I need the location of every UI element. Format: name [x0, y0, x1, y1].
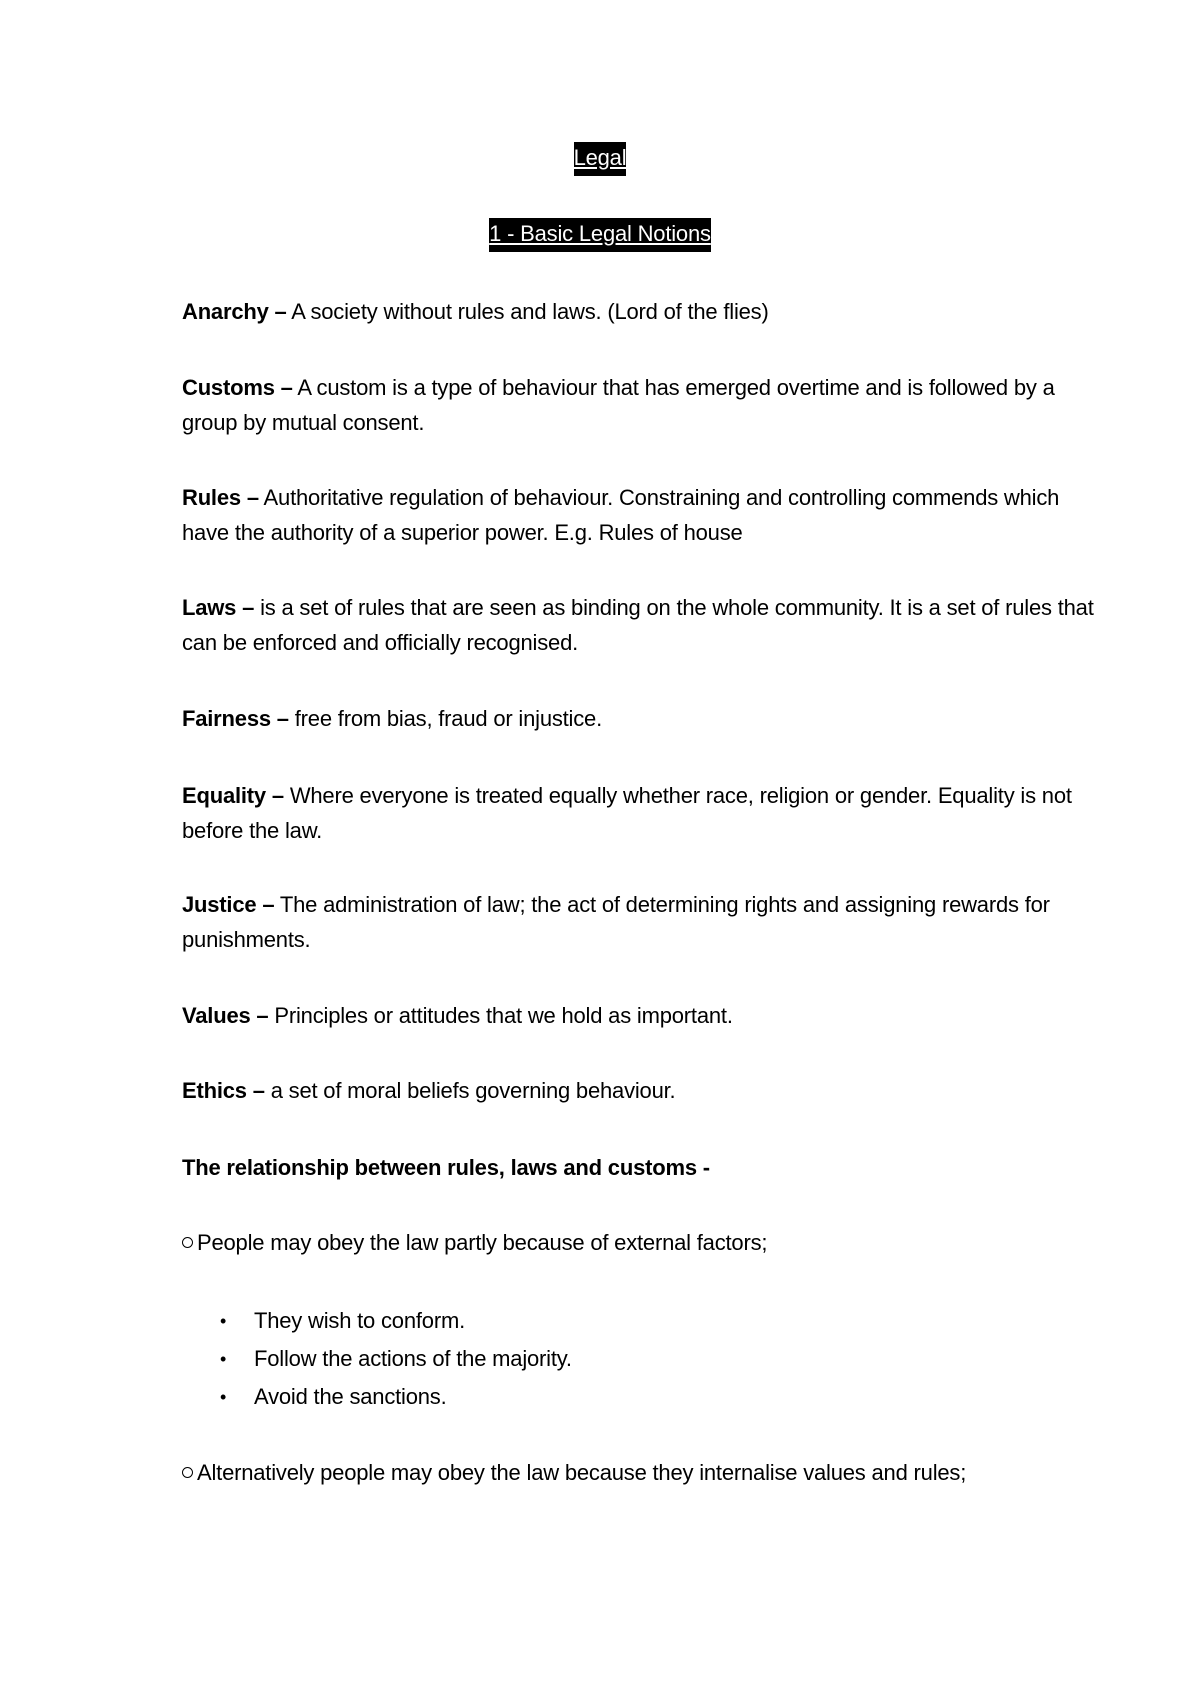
definition-text: Principles or attitudes that we hold as important.	[268, 1003, 733, 1028]
definition-term: Fairness –	[182, 706, 289, 731]
list-item-text: Follow the actions of the majority.	[254, 1346, 572, 1371]
list-item-text: They wish to conform.	[254, 1308, 465, 1333]
document-title: Legal	[574, 142, 627, 176]
internal-values-item	[182, 1455, 1102, 1490]
definition-term: Laws –	[182, 595, 255, 620]
definition-laws	[182, 590, 1102, 660]
definition-ethics	[182, 1073, 1102, 1108]
definition-text: a set of moral beliefs governing behaviour.	[264, 1078, 676, 1103]
bullet-icon: •	[220, 1311, 227, 1331]
definition-term: Equality –	[182, 783, 284, 808]
list-item	[218, 1340, 572, 1378]
definition-text: A society without rules and laws. (Lord of the flies)	[286, 299, 769, 324]
definition-text: Where everyone is treated equally whether race, religion or gender. Equality is not before the law.	[182, 783, 1072, 843]
external-factors-list	[218, 1302, 572, 1416]
document-subtitle: 1 - Basic Legal Notions	[489, 218, 711, 252]
definition-values	[182, 998, 1102, 1033]
definition-text: The administration of law; the act of determining rights and assigning rewards for punishments.	[182, 892, 1050, 952]
list-item-text: Avoid the sanctions.	[254, 1384, 447, 1409]
section-heading: The relationship between rules, laws and customs -	[182, 1155, 710, 1180]
definition-customs	[182, 370, 1102, 440]
list-item	[218, 1302, 572, 1340]
definition-equality	[182, 778, 1102, 848]
definition-text: is a set of rules that are seen as binding on the whole community. It is a set of rules that can be enforced and officially recognised.	[182, 595, 1094, 655]
definition-term: Customs –	[182, 375, 293, 400]
bullet-icon: •	[220, 1349, 227, 1369]
definition-term: Justice –	[182, 892, 275, 917]
definition-text: A custom is a type of behaviour that has emerged overtime and is followed by a group by mutual consent.	[182, 375, 1055, 435]
definition-text: free from bias, fraud or injustice.	[288, 706, 602, 731]
definition-term: Anarchy –	[182, 299, 287, 324]
definition-justice	[182, 887, 1102, 957]
bullet-icon: •	[220, 1387, 227, 1407]
definition-term: Ethics –	[182, 1078, 265, 1103]
hollow-circle-icon	[182, 1467, 193, 1478]
external-factors-text: People may obey the law partly because of external factors;	[197, 1230, 768, 1255]
subtitle-line	[0, 218, 1200, 252]
definition-fairness	[182, 701, 1102, 736]
list-item	[218, 1378, 572, 1416]
definition-term: Rules –	[182, 485, 259, 510]
hollow-circle-icon	[182, 1237, 193, 1248]
internal-values-text: Alternatively people may obey the law because they internalise values and rules;	[197, 1460, 967, 1485]
definition-term: Values –	[182, 1003, 269, 1028]
relationship-heading	[182, 1150, 1102, 1185]
definition-rules	[182, 480, 1102, 550]
title-line	[0, 142, 1200, 176]
external-factors-item	[182, 1225, 1102, 1260]
definition-anarchy	[182, 294, 1102, 329]
definition-text: Authoritative regulation of behaviour. Constraining and controlling commends which have the authority of a superior power. E.g. Rules of house	[182, 485, 1060, 545]
